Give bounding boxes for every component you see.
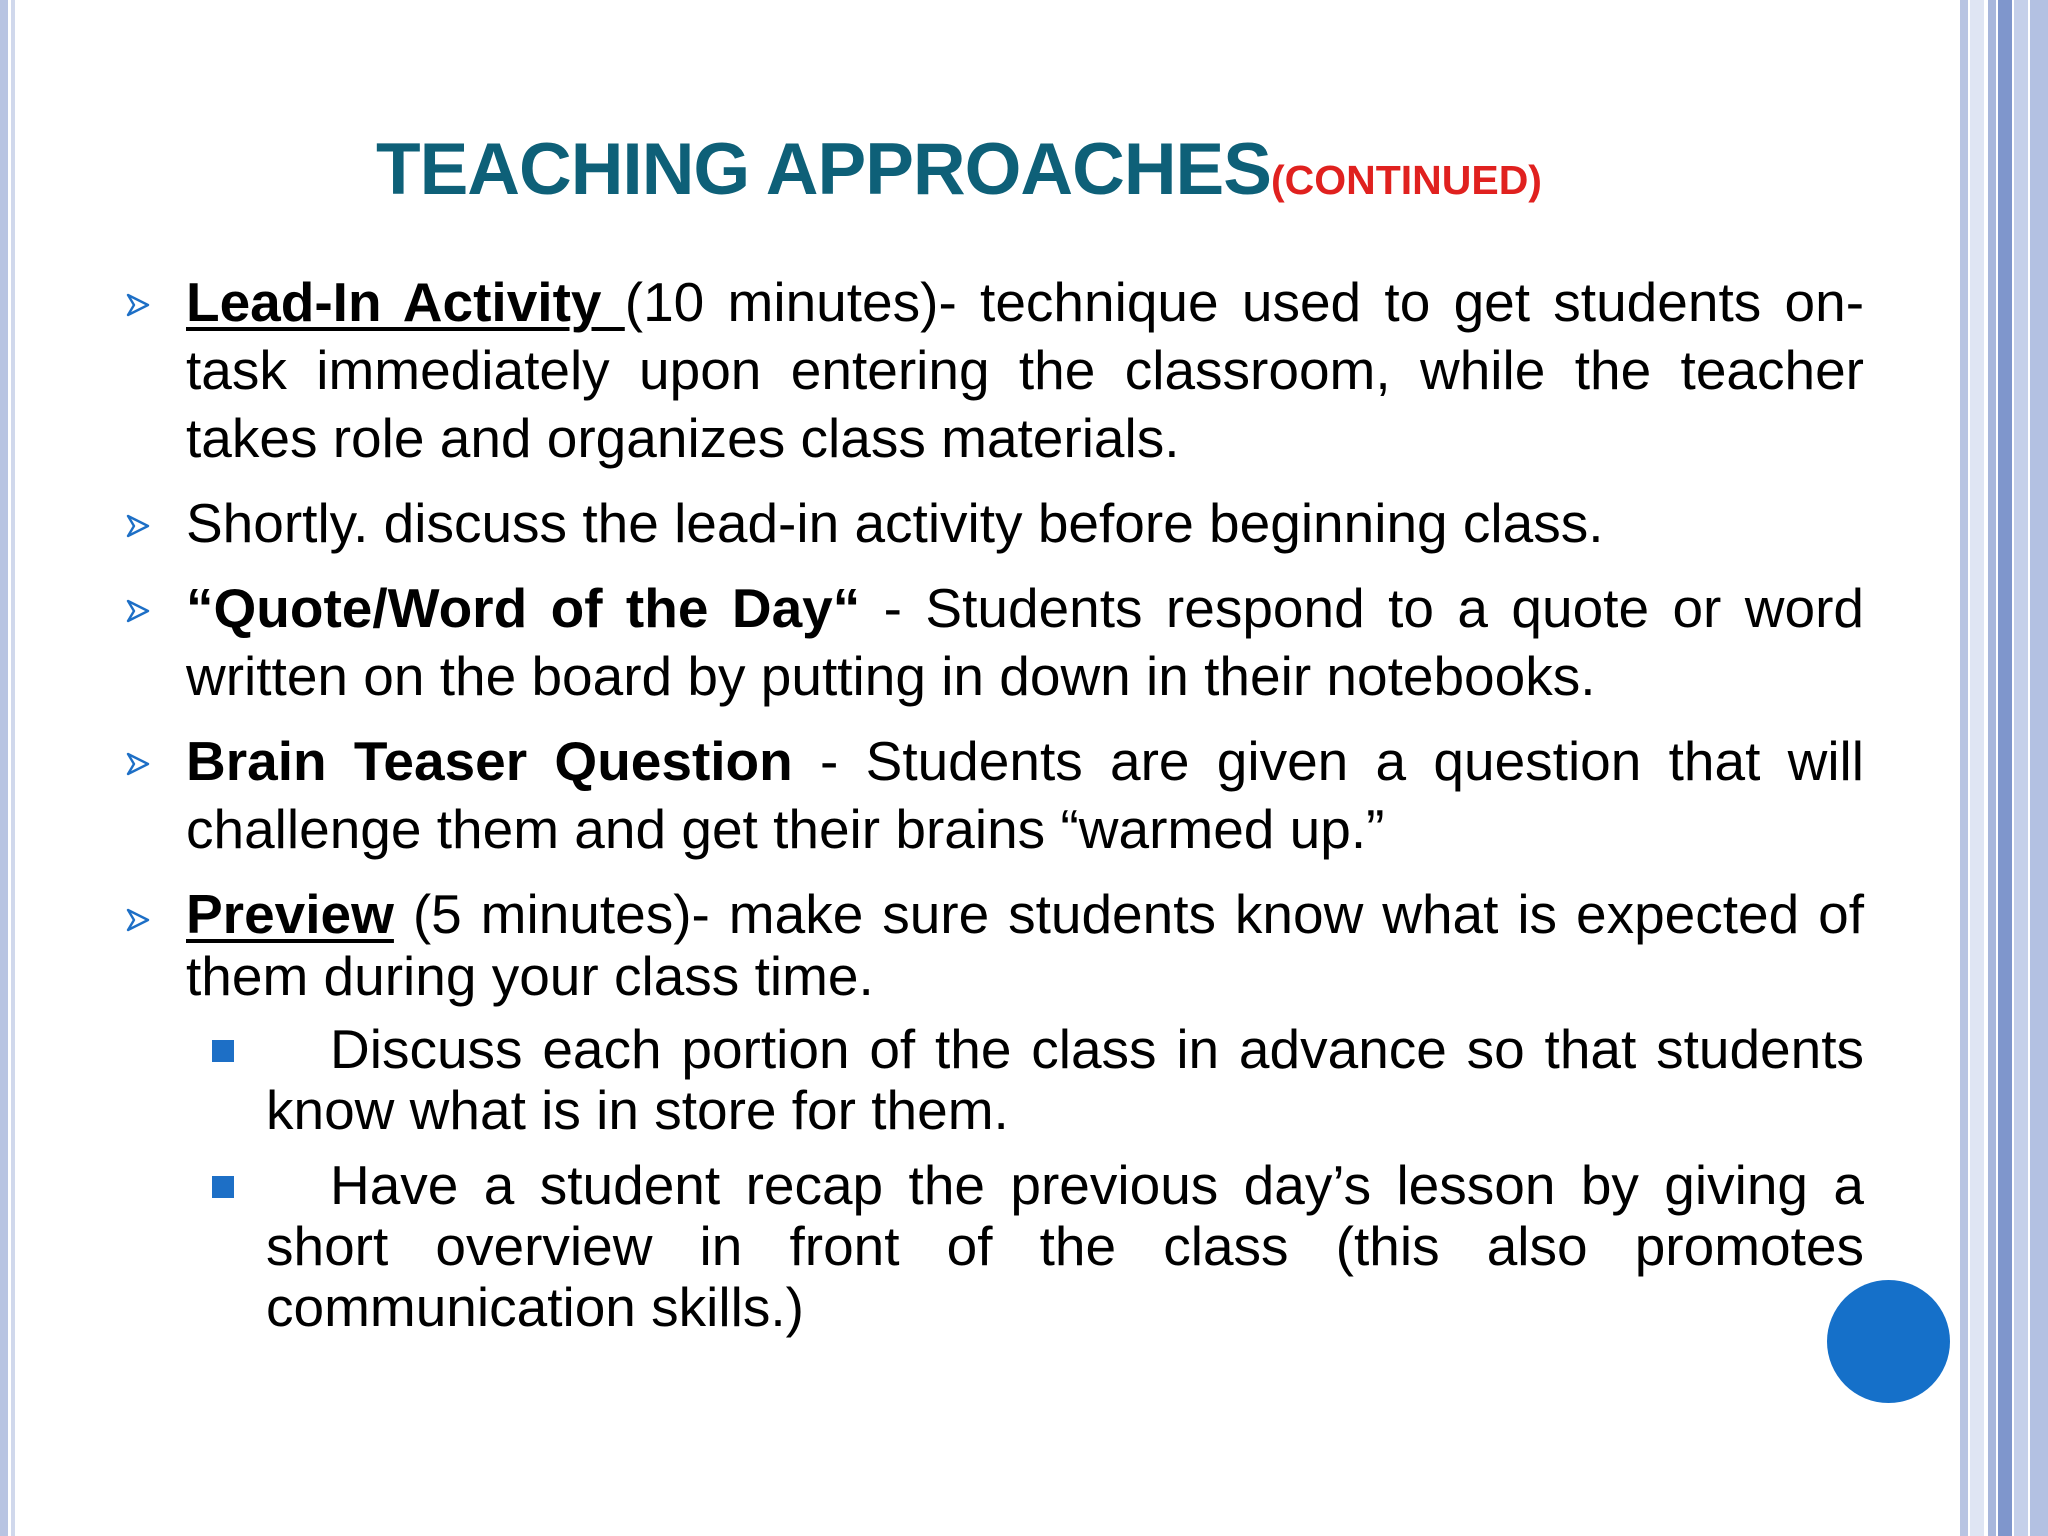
arrow-bullet-icon bbox=[125, 513, 151, 539]
bullet-shortly-discuss bbox=[120, 489, 1864, 557]
arrow-bullet-icon bbox=[125, 292, 151, 318]
bullet-heading: Brain Teaser Question bbox=[186, 730, 793, 792]
bullet-preview bbox=[120, 883, 1864, 1007]
sub-bullet-student-recap bbox=[266, 1155, 1864, 1338]
bullet-heading: “Quote/Word of the Day“ bbox=[186, 577, 861, 639]
arrow-bullet-icon bbox=[125, 907, 151, 933]
bullet-text: (5 minutes)- make sure students know what is expected of them during your class time. bbox=[186, 883, 1864, 1007]
right-decorative-border bbox=[1960, 0, 2048, 1536]
circle-decoration bbox=[1827, 1280, 1950, 1403]
sub-bullet-text: Have a student recap the previous day’s lesson by giving a short overview in front of the class (this also promotes communication skills.) bbox=[266, 1154, 1864, 1338]
sub-bullet-discuss-each-portion bbox=[266, 1019, 1864, 1141]
arrow-bullet-icon bbox=[125, 751, 151, 777]
slide-title bbox=[376, 128, 1542, 211]
bullet-text: - Students are given a question that will challenge them and get their brains “warmed up.” bbox=[186, 730, 1864, 860]
bullet-text: (10 minutes)- technique used to get students on-task immediately upon entering the classroom, while the teacher takes role and organizes class materials. bbox=[186, 271, 1865, 469]
bullet-text: Shortly. discuss the lead-in activity before beginning class. bbox=[186, 492, 1604, 554]
slide-title-main: TEACHING APPROACHES bbox=[376, 129, 1271, 210]
bullet-lead-in-activity bbox=[120, 268, 1864, 472]
square-bullet-icon bbox=[212, 1176, 234, 1198]
bullet-text: - Students respond to a quote or word written on the board by putting in down in their notebooks. bbox=[186, 577, 1864, 707]
arrow-bullet-icon bbox=[125, 598, 151, 624]
bullet-heading: Lead-In Activity bbox=[186, 271, 625, 333]
sub-bullet-text: Discuss each portion of the class in advance so that students know what is in store for them. bbox=[266, 1018, 1864, 1141]
square-bullet-icon bbox=[212, 1040, 234, 1062]
bullet-brain-teaser-question bbox=[120, 727, 1864, 863]
bullet-list bbox=[120, 268, 1864, 1338]
bullet-quote-word-of-the-day bbox=[120, 574, 1864, 710]
left-decorative-border bbox=[0, 0, 22, 1536]
slide-title-sub: (CONTINUED) bbox=[1270, 157, 1542, 203]
bullet-heading: Preview bbox=[186, 883, 394, 945]
